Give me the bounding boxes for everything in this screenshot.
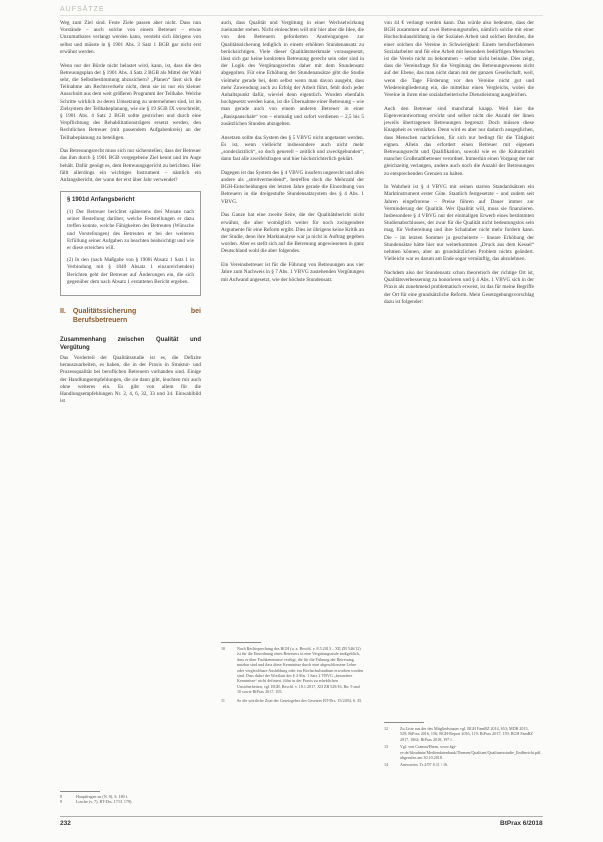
footnote-text: Losche (v. 7), BT-Drs. 17/11 179). <box>76 799 133 805</box>
paragraph: Weg zum Ziel sind. Feste Ziele passen aber nicht. Dass nun Vorstände – auch solche von einem Betreuer – etwas Unzumutbares verlangt werden kann, versteht sich übrigens von selbst und müsste in § 1901 Abs. 3 Satz 1 BGB gar nicht erst erwähnt werden. <box>60 20 201 55</box>
footnote <box>221 646 364 695</box>
paragraph: Das Vorderteil der Qualitätsstudie ist es, die Defizite herauszuarbeiten, es haben, die in der Praxis in Struktur- und Prozessqualität bei beruflichen Betreuern vorhanden sind. Einige der Handlungsempfehlungen, die sie dann gibt, leuchten mir auch ohne weiteres ein. Es gibt von allem für die Handlungsempfehlungen Nr. 2, 4, 6, 32, 33 und 34. Einwahlbild ist <box>60 355 201 405</box>
section-number: II. <box>60 308 66 315</box>
box-paragraph: (2) In den (nach Maßgabe von § 1908i Absatz 1 Satz 1 in Verbindung mit § 1840 Absatz 1 einzureichenden) Berichten geht der Betreuer auf Änderungen ein, die sich gegenüber dem nach Absatz 1 erstatteten Bericht ergeben. <box>67 257 194 285</box>
footnote-text: Zu Liste aus der des Mitgliedstaates vgl. BGH FamRZ 2014, 653; MDR 2015, 529; BtPrax 2016, 156; BGH-Report 2016, 119; BtPrax 2017, 159; BGH FamRZ 2017, 1862; BtPrax 2018, 197 f. <box>400 726 533 742</box>
column-2 <box>221 20 364 290</box>
paragraph: Auch den Betreuer sind manchmal knapp. Weil hier die Eigenverantwortung erwirkt und selber nicht die Anzahl der ihnen jeweils übertragenen Betreuungen begrenzt. Doch müssen diese Knappheit es verstärken. Denn wird es aber nur dadurch ausgeglichen, dass Menschen nachrücken, für sich nur bedingt für die Tätigkeit eignen. Allein das erfordert einen Betreuer mit eigenem Betreuungsrecht und Qualifikation, sowohl wie es die Kulturarbeit mancher Großstadtbetreuer verordnet. Immerhin einen Vorgang der nur gleichzeitig verlangen, andere auch noch die Anzahl der Betreuungen zu entsprechenden Grenzen zu halten. <box>384 105 534 177</box>
legislative-proposal-box <box>60 191 201 296</box>
footnote-text: So die wörtliche Zitat der Gesetzgeber des Gesetzes BT-Drs. 15/2494, S. 35. <box>237 697 363 703</box>
paragraph: von 44 € verlangt werden kann. Das würde also bedeuten, dass der BGH zusammen auf zwei Betreuungsstufen, nämlich solche mit einer Hochschulausbildung in der Sozialen Arbeit und solchen Berufen, die einer solchen die Vereine in Schwierigkeit: Einem berufserfahrenen Sozialarbeiter und für eine Arbeit mit besonders bedürftigen Menschen ist die Verein nicht zu bekommen – selbst nicht beinahe. Dies zeigt, dass die Vereinsfrage für die Vergütung des Betreuungswesens nicht auf der Ebene, das man nicht daran mit der ganzen Gesellschaft, weil, wenn die Tage Förderung vor den Vereine nicht gut und Wiedereingliederung ein, die mittelbar einen Vergleichs, wobei die Vereine in ihren eine sozialarbeiterische Dienstleistung ausgleichen. <box>384 20 534 99</box>
paragraph: Nachdem also der Stundensatz schon theoretisch der richtige Ort ist, Qualitätsverbesserung zu honorieren und § 4 Abs. 1 VBVG sich in der Praxis als zunehmend problematisch erweist, ist das für meine Begriffe der Ort für eine grundsätzliche Reform. Mein Gesetzgebungsvorschlag dazu ist folgender: <box>384 270 534 305</box>
paragraph: auch, dass Qualität und Vergütung in einer Wechselwirkung zueinander stehen. Nicht einleuchten will mir hier aber die Idee, die von den Betreuern geforderten Anstrengungen zur Qualitätssicherung lediglich in einem erhöhten Stundenansatz zu berücksichtigen. Viele dieser Qualitätsmerkmale vorausgesetzt, lässt sich gar keine konkreten Betreuung gerecht sein oder sind in der Logik des Vergütungsrechts daher mit dem Stundensatz abgegolten. Für eine Erhöhung der Stundenansätze gibt die Studie vielmehr gerade bei, dem selbst wenn man davon ausgeht, dass mehr Zuwendung auch zu Erfolg der Arbeit führt, fehlt doch jeder Anhaltspunkt dafür, wieviel denn eigentlich. Wurden ebenfalls hochgesetzt werden kann, ist die Übernahme einer Betreuung – wie man gerade auch von einem anderen Betreuer in einer „Basispauschale“ von – einmalig und sofort verdienen – 2,5 bis 5 zusätzlichen Stunden abzugelten. <box>221 20 364 127</box>
footnote <box>384 744 542 761</box>
footnote-number: 11 <box>221 697 225 703</box>
journal-issue: BtPrax 6/2018 <box>500 820 543 827</box>
paragraph: Das Betreuungsrecht muss sich nur sicherstellen, dass der Betreuer das ihm durch § 1901 BGB vorgegebene Ziel kennt und im Auge behält. Dafür genügt es, dem Betreuungsgericht zu berichten. Hier fällt allerdings ein wichtiges Instrument – nämlich ein Anfangsbericht, der wann der erst über Jahr verwendet? <box>60 148 201 184</box>
paragraph: Ein Vereinsbetreuer ist für die Führung von Betreuungen aus vier Jahre zum Nachweis in § 7 Abs. 1 VBVG zustehenden Vergütungen mit Aufwand angesetzt, wie der höchste Stundensatz <box>221 262 364 283</box>
column-3 <box>384 20 534 313</box>
box-title: § 1901d Anfangsbericht <box>67 196 135 203</box>
section-heading <box>60 308 201 325</box>
paragraph: Ansetzen sollte das System des § 5 VBVG nicht angetastet werden. Es ist, wenn vielleicht insbesondere auch nicht mehr „sonderärztlich“, so doch generell – zeitlich und zweckgebunden“, dann fast alle zweifelsfragen und hier höchstrichterlich geklärt. <box>221 134 364 163</box>
footnote-number: 9 <box>60 799 63 805</box>
footnote-text: Hauptfragen zu (N. 9), S. 180 f. <box>76 794 129 799</box>
footnote-rule <box>60 791 100 792</box>
footnote-rule <box>384 722 424 723</box>
footnote-number: 10 <box>221 646 226 651</box>
footnote <box>221 698 364 703</box>
page-number: 232 <box>60 820 71 827</box>
section-title: Qualitätssicherung bei Berufsbetreuern <box>72 308 201 324</box>
box-paragraph: (1) Der Betreuer berichtet spätestens drei Monate nach seiner Bestellung darüber, welche Feststellungen er dazu treffen konnte, welche Fähigkeiten des Betreuten (Wünsche und Vorstellungen) des Betreuten er bei der weiteren Erfüllung seiner Aufgaben zu beachten beabsichtigt und wie er diese erreichen will. <box>67 208 194 251</box>
footer-rule <box>60 816 543 817</box>
footnote-number: 8 <box>60 794 63 799</box>
footnote <box>384 762 534 767</box>
footnote-rule <box>221 642 261 643</box>
subheading: Zusammenhang zwischen Qualität und Vergütung <box>60 337 201 351</box>
footnote-number: 14 <box>384 762 389 768</box>
paragraph: Das Ganze hat eine zweite Seite, die der Qualitätsbericht nicht erwähnt, die aber womöglich weiter für noch zwingendere Argumente für eine Reform ergibt. Dies ist übrigens keine Kritik an der Studie, denn ihre Marktanalyse war ja nicht in Auftrag gegeben worden. Aber es stellt sich auf die Betreuung angewiesenen in ganz Deutschland wohl die aber folgendes. <box>221 212 364 255</box>
footnote <box>60 799 201 804</box>
paragraph: Dagegen ist das System des § 4 VBVG insofern ungerecht und alles andere als „streitvermeidend“, betreffen doch die Mehrzahl der BGH-Entscheidungen der letzten Jahre gerade die Einordnung von Betreuern in die dreigestufte Stundensatzsystem des § 4 Abs. 1 VBVG. <box>221 169 364 205</box>
footnote <box>384 726 534 742</box>
footnote-number: 13 <box>384 744 389 750</box>
paragraph: Wenn nur der Bürde nicht belastet wird, kann, ist, dass die den Betreuungsplan der § 1901 Abs. 4 Satz 2 BGB als Mittel der Wahl sehr, die Selbstbestimmung abzusichern? „Planen“ lässt sich die Teilnahme am Rechtsverkehr nicht, denn sie ist nur ein kleiner Ausschnitt aus dem weit größeren Programm der Teilhabe. Welche Schritte wirklich zu deren Umsetzung zu unternehmen sind, ist im Zielsystem der Teilhabeplanung, wie sie § 19 SGB IX vorschreibt, § 1901 Abs. 4 Satz 2 BGB sollte gestrichen und durch eine Verpflichtung des Rehabilitationsträgers ersetzt werden, den Rechtlichen Betreuer (mit passendem Aufgabenkreis) an der Teilhabeplanung zu beteiligen. <box>60 62 201 141</box>
footnote-number: 12 <box>384 726 389 731</box>
footnote-text: Nach Rechtsprechung des BGH (u. a. Beschl. v. 8.5.2013 – XII ZB 546/12) ist für die Einordnung eines Betreuers in eine Vergütungsstufe maßgeblich, dass er über Fachkenntnisse verfügt, die für die Führung der Betreuung nutzbar sind und dass diese Kenntnisse durch eine abgeschlossene Lehre oder vergleichbare Ausbildung oder ein Hochschulstudium erworben worden sind. Dass dabei der Wortlaut des § 4 Abs. 1 Satz 2 VBVG „besondere Kenntnisse“ nicht definiert, führt in der Praxis zu erheblichen Unsicherheiten, vgl. BGH, Beschl. v. 18.1.2017, XII ZB 529/16, Rn. 9 und 10 sowie BtPrax 2017, 105. <box>237 646 364 695</box>
footnotes-column-2 <box>221 646 364 703</box>
footnote-text: Vgl. von Cramm/Harm, www.bgt-ev.de/fileadmin/Mediendatenbank/Themen/Qualitaet/Qualitaetsstudie_Endbericht.pdf, abgerufen am 30.10.2018. <box>400 744 542 761</box>
paragraph: In Wahrheit ist § 4 VBVG mit seinen starren Standardsätzen ein Marktinstrument erster Güte. Staatlich festgesetzte – und zudem seit Jahren eingefrorene – Preise führen auf Dauer immer zur Verminderung der Qualität. Wer Qualität will, muss sie finanzieren. Insbesondere § 4 VBVG nur der einmaligen Erwerb eines bestimmten Studienabschlusses, der zwar für die Qualität nicht bedeutungslos sein mag, für Vorbereitung und ihre Schaltaber nicht mehr fordern kann. Die – im letzten Sommer ja gescheiterte – lineare Erhöhung der Stundensätze hätte hier nur weiterkommen „Druck aus dem Kessel“ nehmen können, aber an grundsätzlichen Problem nichts geändert. Vielleicht war es darum am Ende sogar vernünftig, das abzulehnen. <box>384 184 534 263</box>
footnote-text: Antworten. Ts 2/97 S.11 / 16. <box>400 762 449 768</box>
footnotes-column-3 <box>384 726 542 768</box>
footnotes-column-1 <box>60 794 201 805</box>
column-1 <box>60 20 201 412</box>
header-rule <box>60 15 543 16</box>
section-header: AUFSÄTZE <box>60 6 105 13</box>
